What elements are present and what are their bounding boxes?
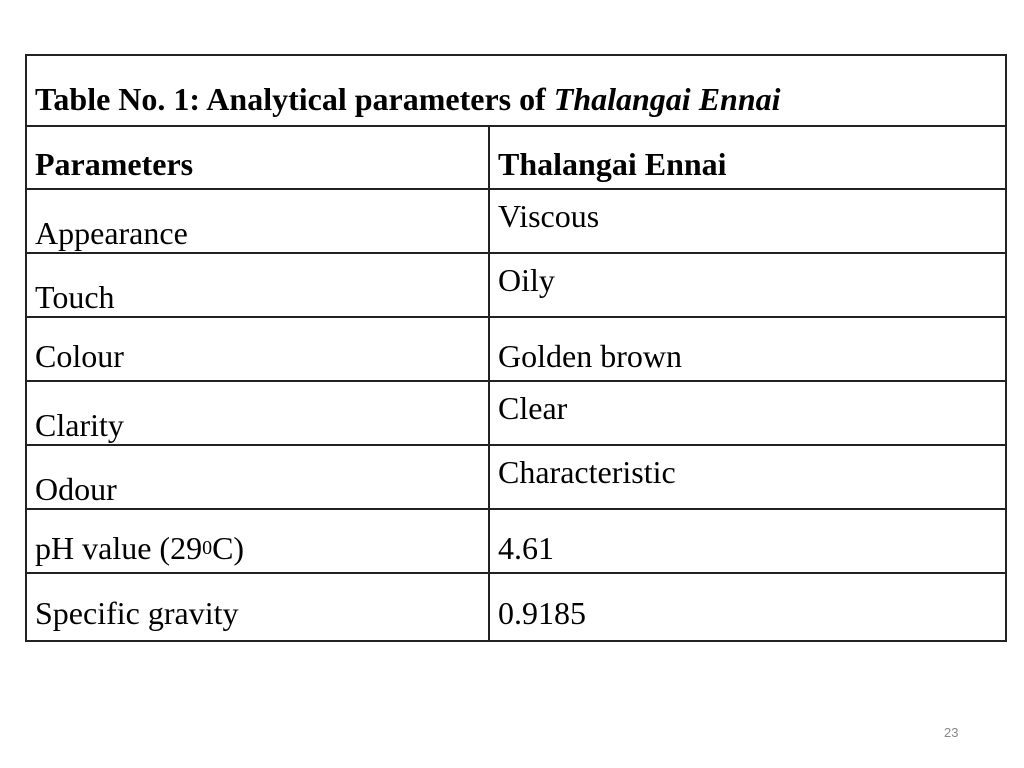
table-row [27, 382, 1007, 446]
row-odour-parameter: Odour [27, 446, 490, 508]
table-row [27, 574, 1007, 642]
table-title-row [27, 56, 1007, 127]
row-ph-value: 4.61 [490, 510, 1007, 572]
row-specific-gravity-value: 0.9185 [490, 574, 1007, 640]
row-specific-gravity-parameter: Specific gravity [27, 574, 490, 640]
ph-label-prefix: pH value (29 [35, 530, 203, 566]
analytical-parameters-table [25, 54, 1007, 642]
row-touch-parameter: Touch [27, 254, 490, 316]
row-odour-value: Characteristic [490, 446, 1007, 508]
header-parameters: Parameters [27, 127, 490, 188]
table-row [27, 318, 1007, 382]
row-colour-parameter: Colour [27, 318, 490, 380]
table-row [27, 446, 1007, 510]
table-title-prefix: Table No. 1: Analytical parameters of [35, 80, 554, 117]
table-title [27, 56, 1007, 125]
row-appearance-parameter: Appearance [27, 190, 490, 252]
table-row [27, 190, 1007, 254]
row-ph-parameter: pH value (29 0 C) [27, 510, 490, 572]
row-colour-value: Golden brown [490, 318, 1007, 380]
table-row [27, 510, 1007, 574]
page-number: 23 [944, 725, 959, 740]
row-touch-value: Oily [490, 254, 1007, 316]
header-thalangai-ennai: Thalangai Ennai [490, 127, 1007, 188]
ph-label-suffix: C) [212, 530, 245, 566]
row-clarity-value: Clear [490, 382, 1007, 444]
table-title-italic: Thalangai Ennai [553, 80, 781, 117]
row-clarity-parameter: Clarity [27, 382, 490, 444]
table-row [27, 254, 1007, 318]
row-appearance-value: Viscous [490, 190, 1007, 252]
table-header-row [27, 127, 1007, 190]
